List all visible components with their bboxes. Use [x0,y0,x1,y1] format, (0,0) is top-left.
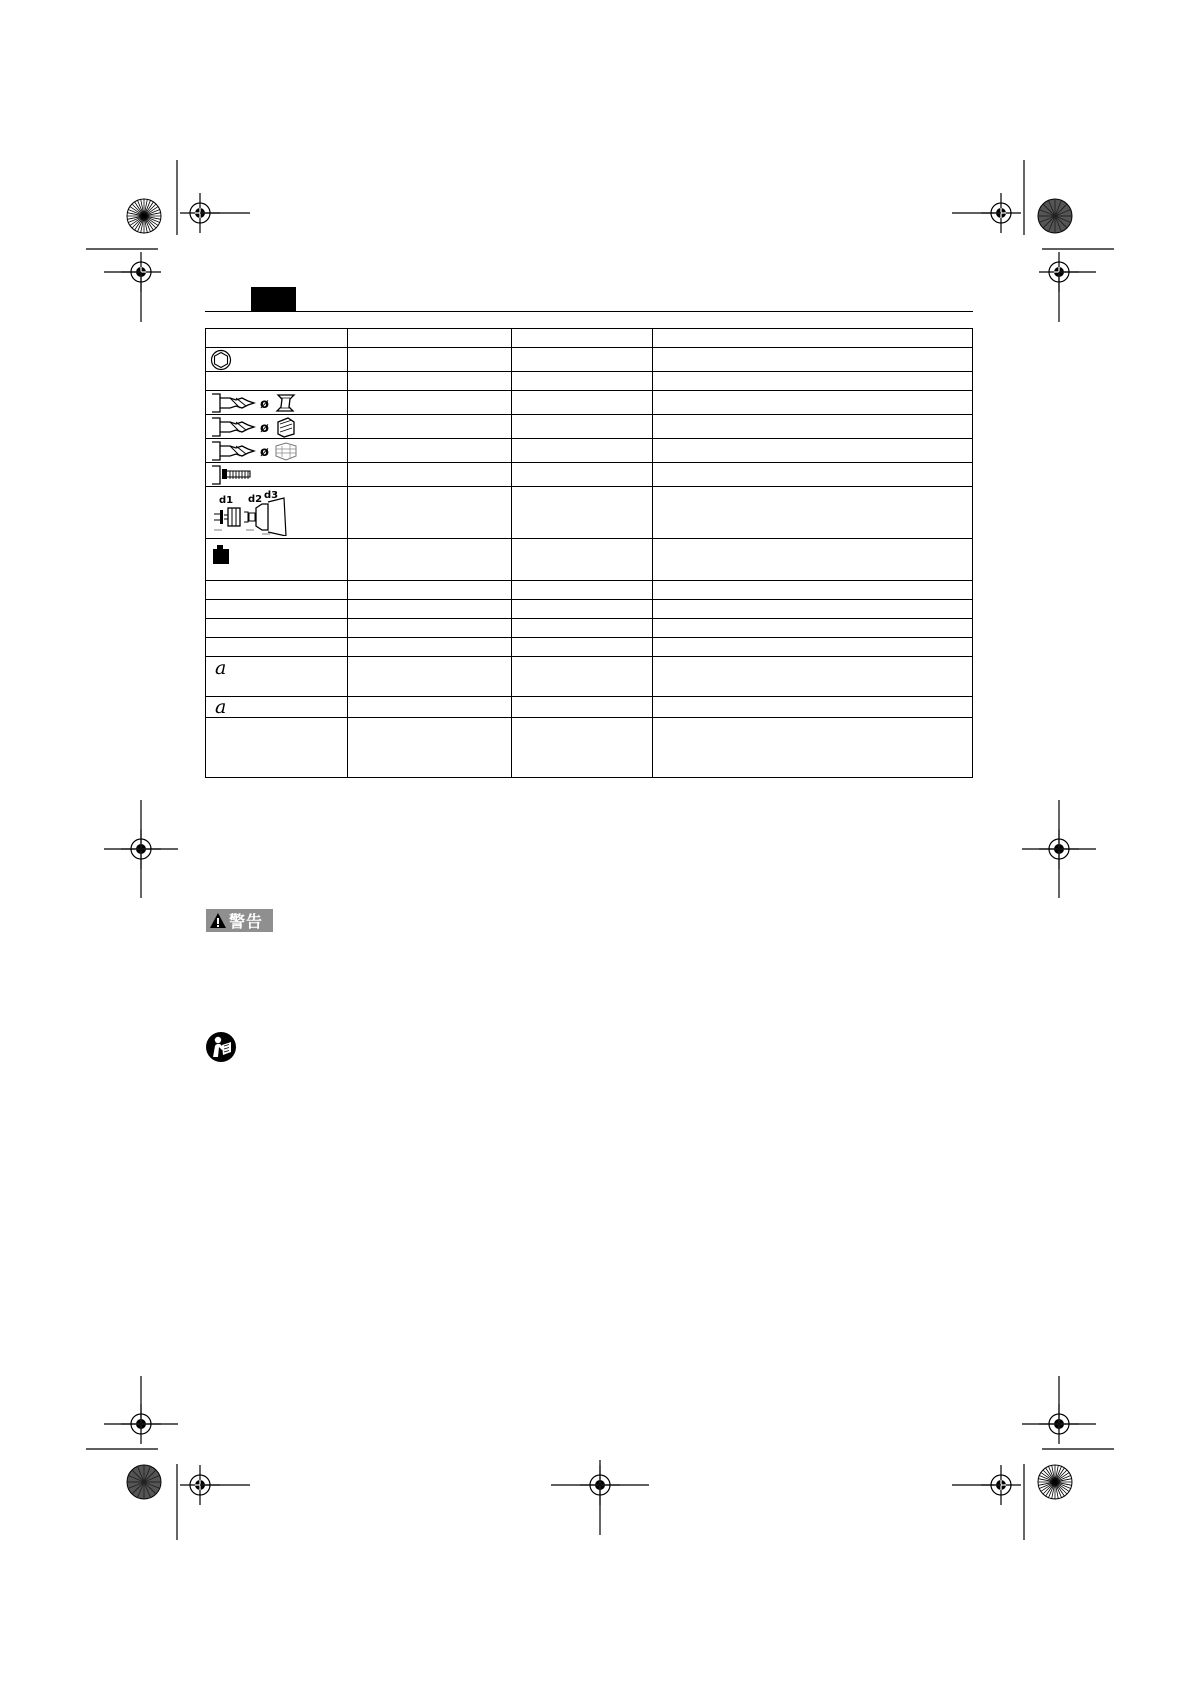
table-cell [206,415,348,439]
table-row [206,487,973,539]
table-row [206,415,973,439]
warning-text: 警告 [229,912,264,931]
header-rule [205,311,973,312]
warning-label [206,909,273,932]
table-cell [206,539,348,581]
drill-diameter-steel-icon [210,392,300,414]
table-cell [206,372,348,391]
table-cell [206,619,348,638]
table-row [206,581,973,600]
collar-diameters-icon [210,490,302,536]
table-cell [206,439,348,463]
table-row [206,697,973,718]
table-row [206,391,973,415]
table-row [206,463,973,487]
table-row [206,348,973,372]
drill-diameter-masonry-icon [210,440,300,462]
table-cell [206,581,348,600]
table-row [206,619,973,638]
table-cell [206,329,348,348]
table-cell [206,463,348,487]
table-row [206,329,973,348]
table-cell [206,348,348,372]
language-tab [251,287,296,311]
table-cell [206,697,348,718]
table-row [206,372,973,391]
vibration-a-icon: a [215,695,227,718]
d3-label: d3 [264,489,279,501]
table-row [206,600,973,619]
table-cell [206,487,348,539]
table-row [206,539,973,581]
table-cell [206,718,348,778]
vibration-a-icon: a [215,657,227,679]
table-row [206,718,973,778]
drill-diameter-wood-icon [210,416,300,438]
screw-icon [210,464,260,486]
svg-text:ø: ø [260,420,269,436]
table-row [206,657,973,697]
table-row [206,439,973,463]
d2-label: d2 [248,493,263,505]
warning-triangle-icon [209,912,227,929]
table-cell [206,600,348,619]
hexagon-icon [210,349,232,371]
weight-icon [210,541,232,565]
spec-table [205,328,973,778]
read-manual-icon [205,1031,237,1063]
table-cell [206,391,348,415]
table-cell [206,657,348,697]
svg-text:ø: ø [260,444,269,460]
d1-label: d1 [219,494,234,506]
table-cell [206,638,348,657]
svg-text:ø: ø [260,396,269,412]
table-row [206,638,973,657]
